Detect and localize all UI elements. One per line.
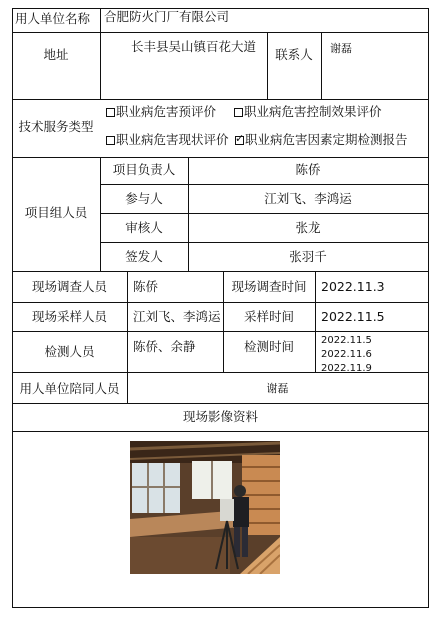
team-name: 陈侨 (295, 162, 321, 177)
sampling-person: 江刘飞、李鸿运 (133, 309, 221, 324)
team-name: 张羽千 (289, 249, 327, 264)
team-role: 签发人 (125, 249, 163, 264)
checkbox-icon[interactable] (106, 136, 115, 145)
survey-label: 现场调查人员 (31, 279, 107, 294)
employer-value: 合肥防火门厂有限公司 (104, 9, 230, 24)
sampling-time: 2022.11.5 (321, 309, 385, 324)
testing-label: 检测人员 (44, 344, 95, 359)
photos-label: 现场影像资料 (182, 409, 258, 424)
testing-person: 陈侨、余静 (133, 339, 196, 354)
testing-time: 2022.11.6 (321, 349, 372, 360)
escort-label: 用人单位陪同人员 (19, 381, 120, 396)
contact-label: 联系人 (275, 47, 313, 62)
contact-value: 谢磊 (330, 42, 352, 55)
site-photo (130, 441, 280, 574)
address-label: 地址 (43, 47, 69, 62)
team-role: 项目负责人 (112, 162, 176, 177)
service-option-current[interactable]: 职业病危害现状评价 (106, 133, 229, 147)
testing-time-label: 检测时间 (243, 339, 294, 354)
service-type-label: 技术服务类型 (18, 119, 94, 134)
team-role: 参与人 (125, 191, 163, 206)
survey-person: 陈侨 (133, 279, 159, 294)
checkbox-icon[interactable] (234, 108, 243, 117)
team-name: 张龙 (295, 220, 321, 235)
team-label: 项目组人员 (24, 205, 88, 220)
address-value: 长丰县吴山镇百花大道 (131, 39, 257, 54)
service-option-periodic[interactable]: ✓ 职业病危害因素定期检测报告 (235, 133, 408, 147)
team-role: 审核人 (125, 220, 163, 235)
checked-checkbox-icon[interactable] (235, 136, 244, 145)
survey-time-label: 现场调查时间 (231, 279, 307, 294)
service-option-control[interactable]: 职业病危害控制效果评价 (234, 105, 382, 119)
sampling-time-label: 采样时间 (243, 309, 294, 324)
survey-time: 2022.11.3 (321, 279, 385, 294)
service-option-pre[interactable]: 职业病危害预评价 (106, 105, 216, 119)
escort-value: 谢磊 (266, 382, 289, 395)
testing-time: 2022.11.9 (321, 363, 372, 374)
team-name: 江刘飞、李鸿运 (264, 191, 352, 206)
employer-label: 用人单位名称 (15, 11, 91, 26)
testing-time: 2022.11.5 (321, 335, 372, 346)
checkbox-icon[interactable] (106, 108, 115, 117)
sampling-label: 现场采样人员 (31, 309, 107, 324)
